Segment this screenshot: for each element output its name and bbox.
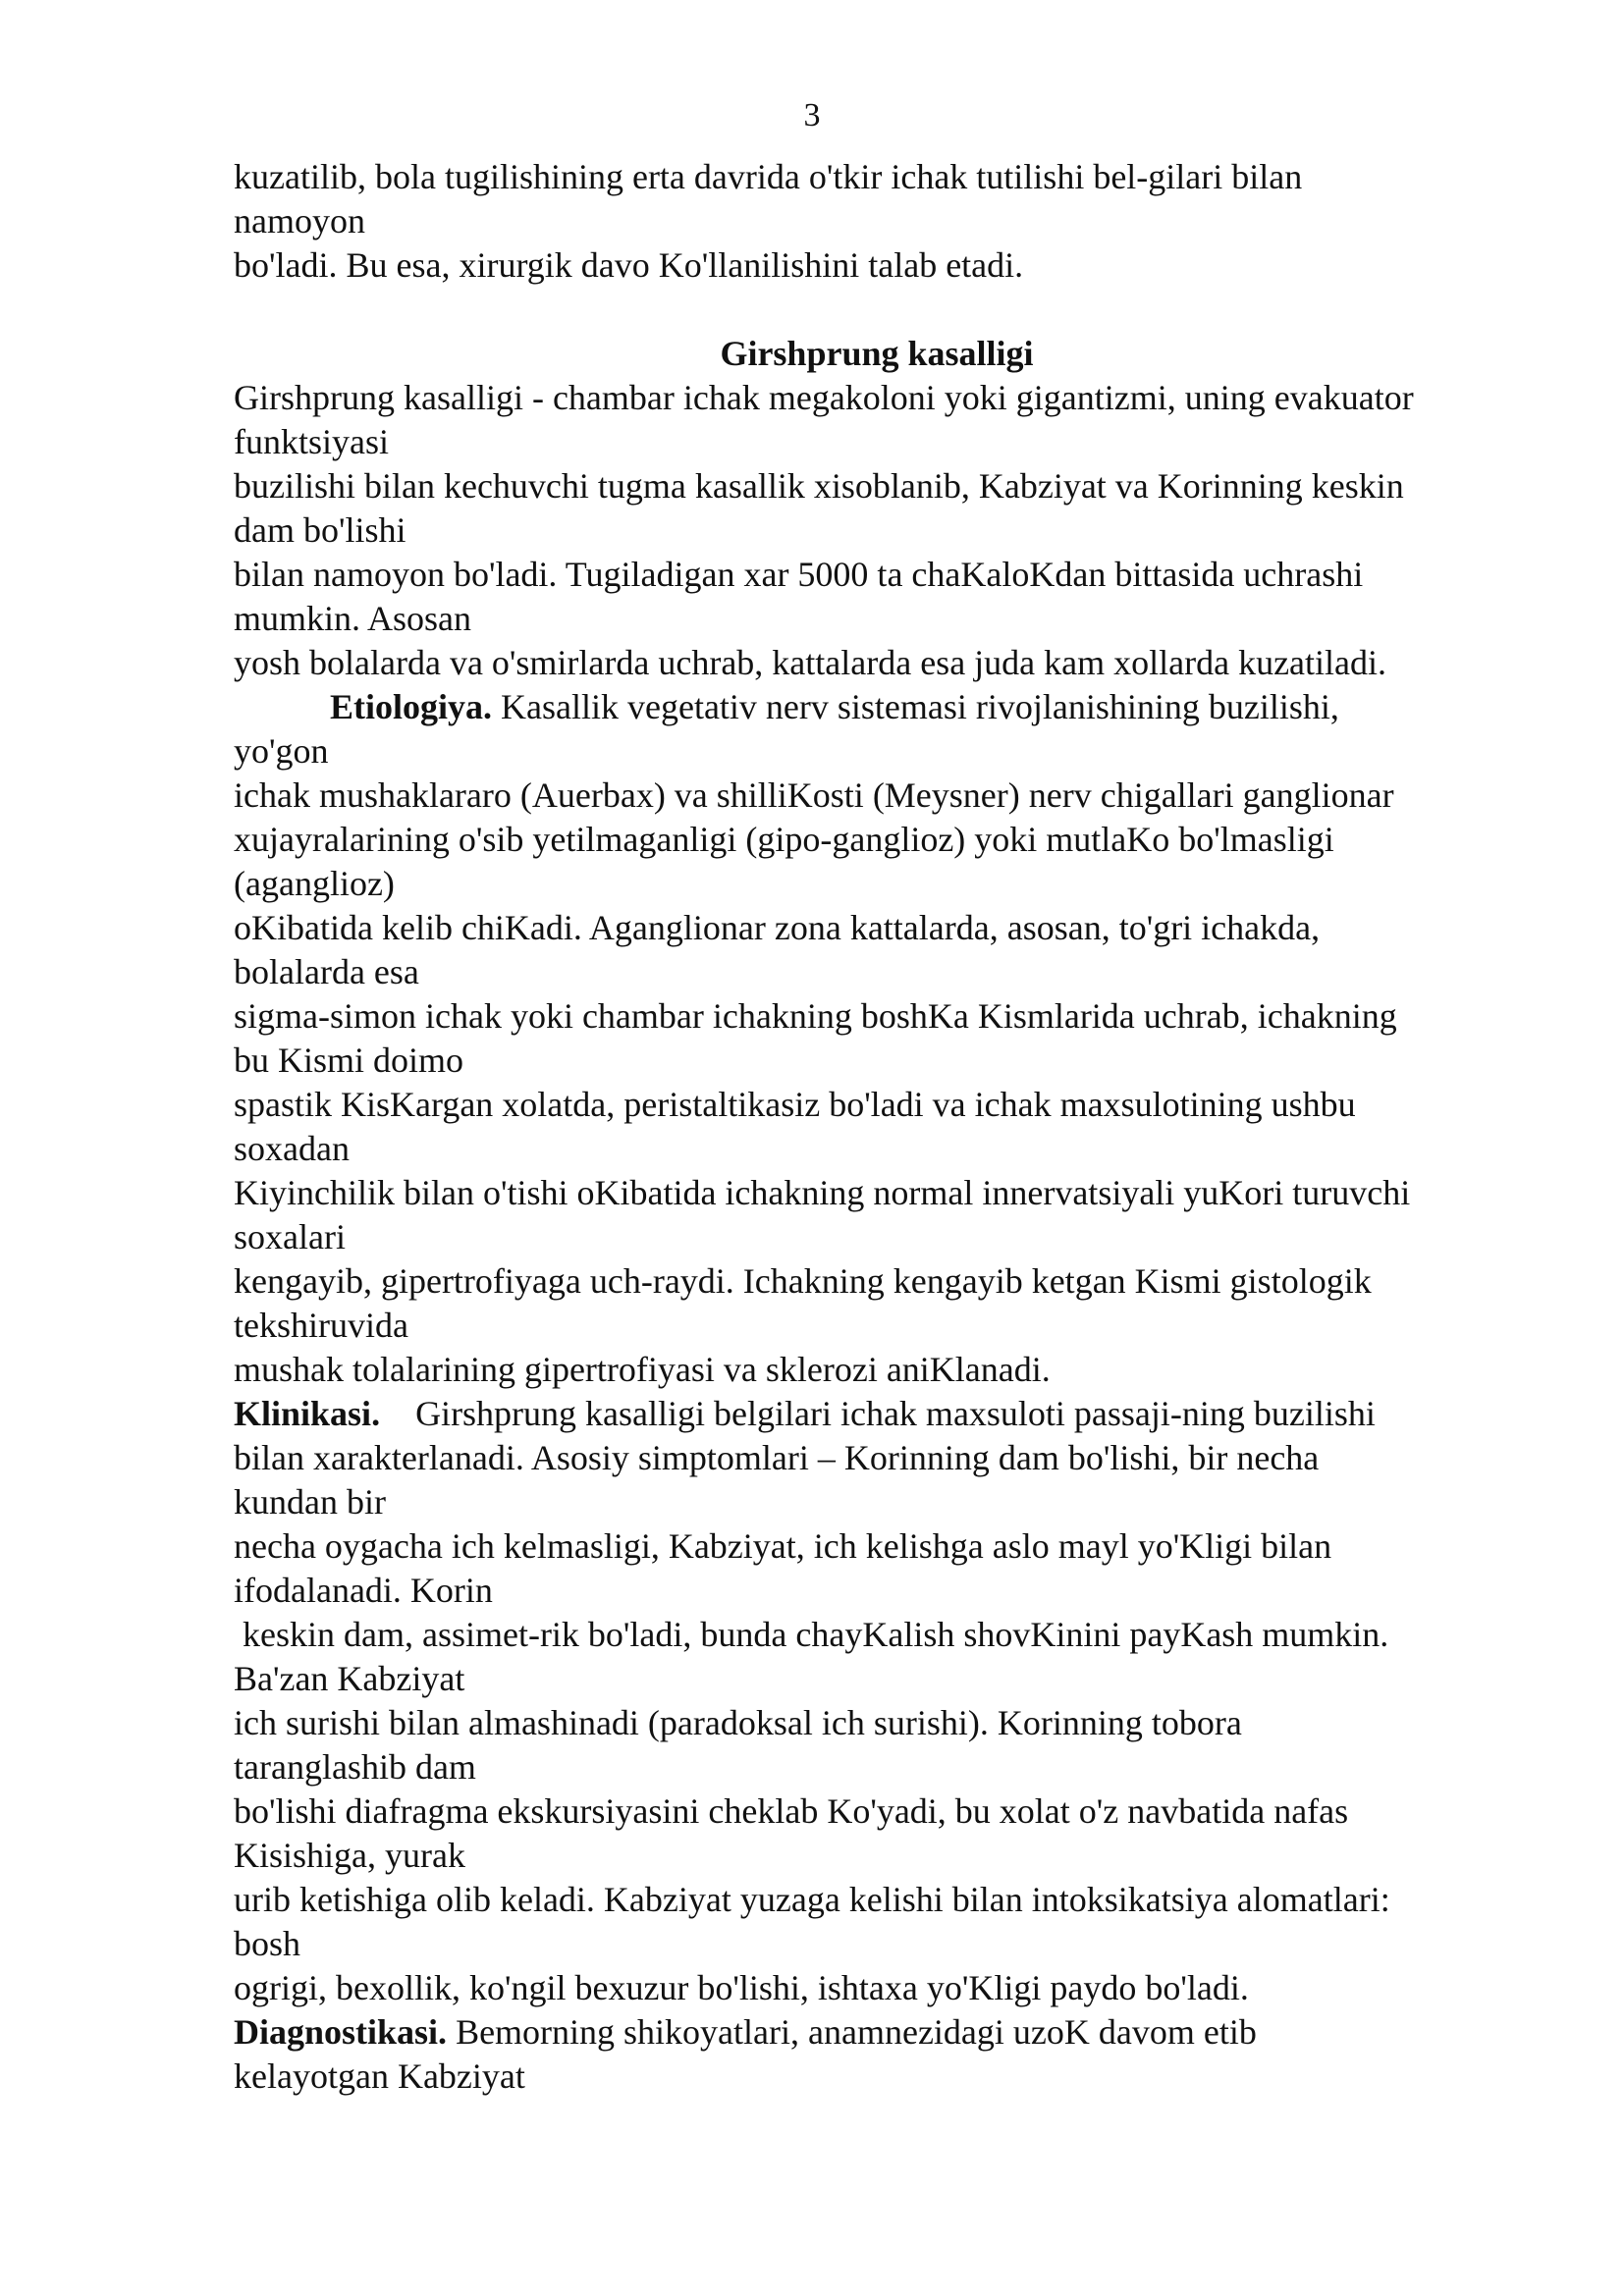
text-line: taranglashib dam — [234, 1747, 476, 1787]
definition-paragraph — [234, 376, 1520, 685]
text-line: soxalari — [234, 1217, 346, 1256]
text-line: spastik KisKargan xolatda, peristaltikasiz bo'ladi va ichak maxsulotining ushbu — [234, 1085, 1356, 1124]
text-line: kengayib, gipertrofiyaga uch-raydi. Ichakning kengayib ketgan Kismi gistologik — [234, 1261, 1372, 1301]
text-line: urib ketishiga olib keladi. Kabziyat yuzaga kelishi bilan intoksikatsiya alomatlari: — [234, 1880, 1390, 1919]
text-line: (aganglioz) — [234, 864, 395, 903]
page-number: 3 — [803, 97, 821, 133]
section-heading: Girshprung kasalligi — [720, 334, 1034, 373]
text-line: xujayralarining o'sib yetilmaganligi (gipo-ganglioz) yoki mutlaKo bo'lmasligi — [234, 820, 1334, 859]
text-line: necha oygacha ich kelmasligi, Kabziyat, ich kelishga aslo mayl yo'Kligi bilan — [234, 1526, 1332, 1566]
text-line: Kiyinchilik bilan o'tishi oKibatida ichakning normal innervatsiyali yuKori turuvchi — [234, 1173, 1411, 1212]
text-line: funktsiyasi — [234, 422, 389, 461]
clinical-label: Klinikasi. — [234, 1394, 381, 1433]
text-line: buzilishi bilan kechuvchi tugma kasallik xisoblanib, Kabziyat va Korinning keskin — [234, 466, 1404, 506]
document-body — [234, 155, 1520, 2099]
clinical-first-text: Girshprung kasalligi belgilari ichak maxsuloti passaji-ning buzilishi — [380, 1394, 1376, 1433]
text-line: bilan namoyon bo'ladi. Tugiladigan xar 5000 ta chaKaloKdan bittasida uchrashi — [234, 555, 1364, 594]
intro-paragraph — [234, 155, 1520, 288]
text-line: bolalarda esa — [234, 952, 419, 991]
text-line: dam bo'lishi — [234, 510, 406, 550]
diagnostics-label: Diagnostikasi. — [234, 2012, 448, 2052]
text-line: Ba'zan Kabziyat — [234, 1659, 465, 1698]
blank-line — [234, 288, 1520, 332]
text-line: yosh bolalarda va o'smirlarda uchrab, kattalarda esa juda kam xollarda kuzatiladi. — [234, 643, 1387, 682]
clinical-paragraph — [234, 1392, 1520, 2010]
text-line: mumkin. Asosan — [234, 599, 472, 638]
etiology-first-line — [234, 685, 1520, 729]
text-line: bu Kismi doimo — [234, 1041, 464, 1080]
diagnostics-paragraph — [234, 2010, 1520, 2099]
text-line: kelayotgan Kabziyat — [234, 2056, 525, 2096]
text-line: Girshprung kasalligi - chambar ichak megakoloni yoki gigantizmi, uning evakuator — [234, 378, 1414, 417]
text-line: Kisishiga, yurak — [234, 1836, 465, 1875]
text-line: keskin dam, assimet-rik bo'ladi, bunda chayKalish shovKinini payKash mumkin. — [234, 1615, 1389, 1654]
text-line: bo'lishi diafragma ekskursiyasini cheklab Ko'yadi, bu xolat o'z navbatida nafas — [234, 1791, 1349, 1831]
diagnostics-first-text: Bemorning shikoyatlari, anamnezidagi uzoK davom etib — [447, 2012, 1257, 2052]
text-line: namoyon — [234, 201, 365, 240]
text-line: oKibatida kelib chiKadi. Aganglionar zona kattalarda, asosan, to'gri ichakda, — [234, 908, 1321, 947]
text-line: bosh — [234, 1924, 301, 1963]
etiology-paragraph — [234, 685, 1520, 1392]
clinical-first-line — [234, 1392, 1520, 1436]
text-line: kundan bir — [234, 1482, 386, 1522]
text-line: soxadan — [234, 1129, 350, 1168]
text-line: yo'gon — [234, 731, 329, 771]
text-line: tekshiruvida — [234, 1306, 408, 1345]
text-line: kuzatilib, bola tugilishining erta davrida o'tkir ichak tutilishi bel-gilari bilan — [234, 157, 1303, 196]
text-line: bilan xarakterlanadi. Asosiy simptomlari – Korinning dam bo'lishi, bir necha — [234, 1438, 1320, 1477]
text-line: bo'ladi. Bu esa, xirurgik davo Ko'llanilishini talab etadi. — [234, 245, 1024, 285]
diagnostics-first-line — [234, 2010, 1520, 2055]
text-line: mushak tolalarining gipertrofiyasi va sklerozi aniKlanadi. — [234, 1350, 1051, 1389]
text-line: ichak mushaklararo (Auerbax) va shilliKosti (Meysner) nerv chigallari ganglionar — [234, 775, 1394, 815]
text-line: ich surishi bilan almashinadi (paradoksal ich surishi). Korinning tobora — [234, 1703, 1242, 1742]
text-line: sigma-simon ichak yoki chambar ichakning boshKa Kismlarida uchrab, ichakning — [234, 996, 1397, 1036]
text-line: ogrigi, bexollik, ko'ngil bexuzur bo'lishi, ishtaxa yo'Kligi paydo bo'ladi. — [234, 1968, 1249, 2007]
text-line: ifodalanadi. Korin — [234, 1571, 493, 1610]
etiology-first-text: Kasallik vegetativ nerv sistemasi rivojlanishining buzilishi, — [492, 687, 1339, 726]
etiology-label: Etiologiya. — [330, 687, 493, 726]
